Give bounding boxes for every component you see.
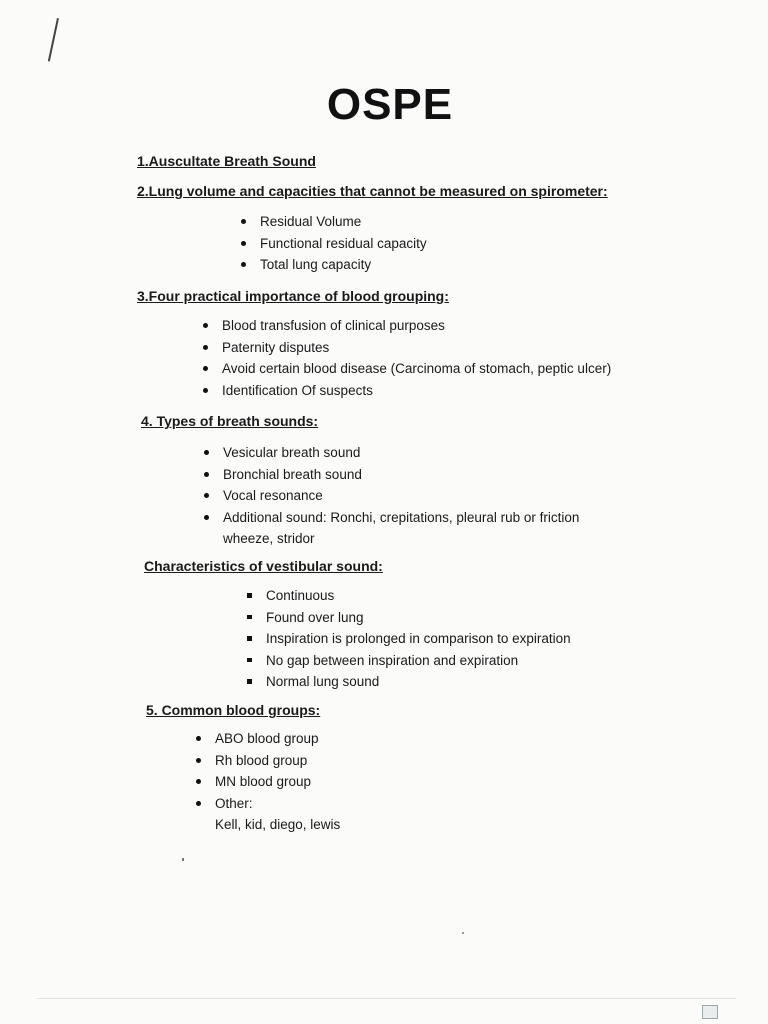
list-item: ABO blood group [193, 728, 340, 750]
page-title: OSPE [326, 80, 454, 129]
section-4-heading: 4. Types of breath sounds: [141, 413, 319, 429]
list-item: Avoid certain blood disease (Carcinoma of stomach, peptic ulcer) [200, 358, 611, 380]
list-item: Blood transfusion of clinical purposes [200, 315, 611, 337]
list-item [193, 793, 340, 836]
list-item: Vesicular breath sound [201, 442, 579, 464]
list-item [201, 507, 579, 550]
section-2-heading: 2.Lung volume and capacities that cannot be measured on spirometer: [137, 183, 608, 199]
section-5-heading: 5. Common blood groups: [146, 702, 321, 718]
list-item: Total lung capacity [238, 254, 427, 276]
section-4-list [201, 442, 579, 550]
list-item-text: Additional sound: Ronchi, crepitations, pleural rub or friction [223, 509, 580, 525]
list-item: MN blood group [193, 771, 340, 793]
list-item: No gap between inspiration and expiration [244, 650, 571, 672]
section-3-heading: 3.Four practical importance of blood grouping: [137, 288, 449, 304]
speck [182, 858, 184, 861]
list-item: Paternity disputes [200, 337, 611, 359]
section-4b-heading: Characteristics of vestibular sound: [144, 558, 383, 574]
section-1-heading: 1.Auscultate Breath Sound [137, 153, 316, 169]
list-item: Rh blood group [193, 750, 340, 772]
list-item: Normal lung sound [244, 671, 571, 693]
list-item: Identification Of suspects [200, 380, 611, 402]
section-4b-list [244, 585, 571, 693]
list-item-continuation: wheeze, stridor [223, 531, 315, 546]
section-3-list [200, 315, 611, 401]
pen-mark [48, 18, 59, 61]
list-item: Found over lung [244, 607, 571, 629]
scanner-logo-icon [702, 1005, 718, 1019]
list-item: Residual Volume [238, 211, 427, 233]
list-item: Continuous [244, 585, 571, 607]
page-edge [36, 998, 736, 999]
section-5-list [193, 728, 340, 836]
list-item-continuation: Kell, kid, diego, lewis [215, 817, 341, 832]
list-item: Vocal resonance [201, 485, 579, 507]
section-2-list [238, 211, 427, 276]
speck [462, 932, 464, 934]
list-item-text: Other: [215, 795, 253, 811]
list-item: Functional residual capacity [238, 233, 427, 255]
list-item: Bronchial breath sound [201, 464, 579, 486]
list-item: Inspiration is prolonged in comparison to expiration [244, 628, 571, 650]
